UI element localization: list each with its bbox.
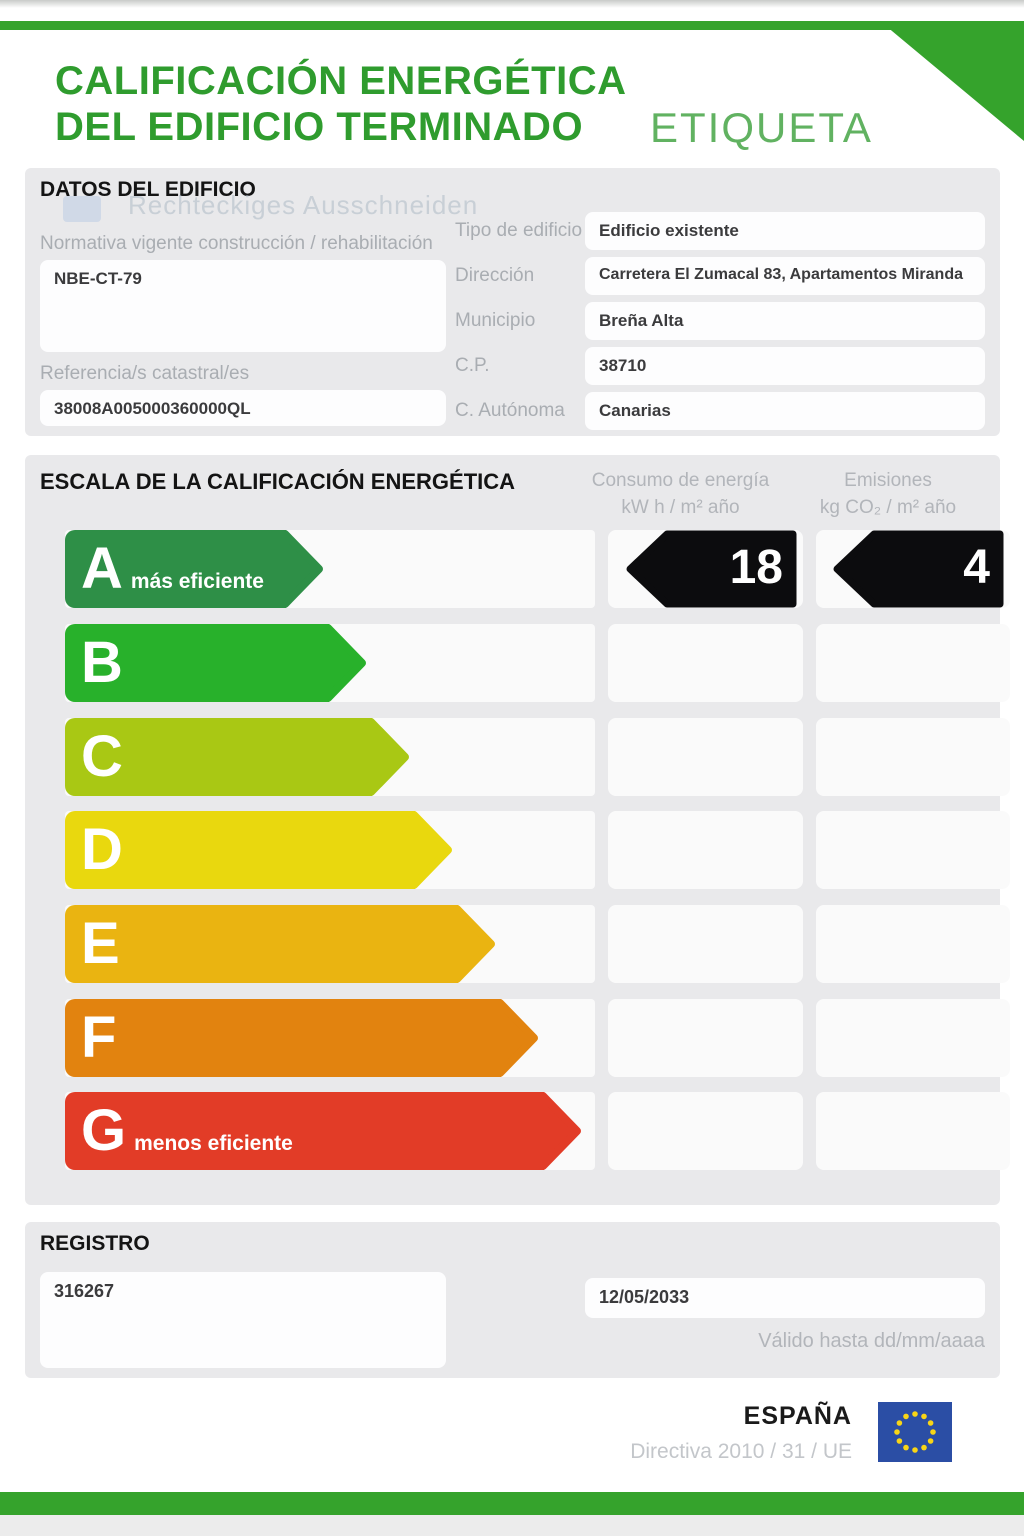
cp-field[interactable]: 38710 bbox=[585, 347, 985, 385]
emisiones-cell bbox=[816, 811, 1010, 889]
consumo-header-title: Consumo de energía bbox=[591, 470, 770, 491]
emisiones-cell bbox=[816, 718, 1010, 796]
tipo-edificio-field[interactable]: Edificio existente bbox=[585, 212, 985, 250]
energy-scale-row bbox=[65, 718, 1010, 796]
valid-until-hint: Válido hasta dd/mm/aaaa bbox=[758, 1330, 985, 1352]
consumo-cell bbox=[608, 1092, 803, 1170]
municipio-label: Municipio bbox=[455, 310, 536, 331]
emisiones-header-units: kg CO₂ / m² año bbox=[819, 497, 957, 518]
emisiones-cell bbox=[816, 624, 1010, 702]
emisiones-cell bbox=[816, 1092, 1010, 1170]
tipo-edificio-label: Tipo de edificio bbox=[455, 220, 583, 241]
consumo-value: 18 bbox=[729, 541, 783, 594]
autonoma-label: C. Autónoma bbox=[455, 400, 565, 421]
registro-number-field[interactable]: 316267 bbox=[40, 1272, 446, 1368]
top-green-line bbox=[0, 21, 1024, 30]
consumo-cell bbox=[608, 530, 803, 608]
energy-scale-row bbox=[65, 811, 1010, 889]
emisiones-cell bbox=[816, 530, 1010, 608]
bottom-green-bar bbox=[0, 1492, 1024, 1515]
energy-scale-panel bbox=[25, 455, 1000, 1205]
emisiones-cell bbox=[816, 905, 1010, 983]
consumo-header bbox=[583, 467, 778, 521]
rating-letter-arrow bbox=[65, 718, 411, 796]
consumo-header-units: kW h / m² año bbox=[621, 497, 740, 518]
arrow-tip-icon bbox=[543, 1092, 583, 1170]
consumo-cell bbox=[608, 624, 803, 702]
rating-note: menos eficiente bbox=[134, 1132, 293, 1155]
page-title-line1: CALIFICACIÓN ENERGÉTICA bbox=[55, 59, 627, 103]
etiqueta-label: ETIQUETA bbox=[650, 104, 873, 151]
energy-scale-row bbox=[65, 530, 1010, 608]
normativa-field[interactable]: NBE-CT-79 bbox=[40, 260, 446, 352]
registro-panel bbox=[25, 1222, 1000, 1378]
building-data-title: DATOS DEL EDIFICIO bbox=[40, 178, 256, 201]
rating-letter: C bbox=[81, 724, 123, 789]
cp-label: C.P. bbox=[455, 355, 490, 376]
referencia-field[interactable]: 38008A005000360000QL bbox=[40, 390, 446, 426]
rating-letter: G bbox=[81, 1098, 127, 1163]
arrow-tip-icon bbox=[414, 811, 454, 889]
arrow-tip-icon bbox=[457, 905, 497, 983]
emisiones-header bbox=[791, 467, 985, 521]
directive-label: Directiva 2010 / 31 / UE bbox=[630, 1440, 852, 1463]
rating-letter-arrow bbox=[65, 530, 325, 608]
consumo-cell bbox=[608, 999, 803, 1077]
emisiones-header-title: Emisiones bbox=[844, 470, 932, 491]
emisiones-cell bbox=[816, 999, 1010, 1077]
top-shadow bbox=[0, 0, 1024, 8]
page-title bbox=[55, 58, 627, 150]
rating-letter-arrow bbox=[65, 905, 497, 983]
arrow-tip-icon bbox=[285, 530, 325, 608]
rating-letter: B bbox=[81, 630, 123, 695]
consumo-cell bbox=[608, 718, 803, 796]
snip-tool-watermark: Rechteckiges Ausschneiden bbox=[128, 190, 479, 220]
consumo-value-arrow bbox=[625, 530, 797, 608]
registro-title: REGISTRO bbox=[40, 1232, 150, 1255]
bottom-footer-strip bbox=[0, 1515, 1024, 1536]
energy-scale-row bbox=[65, 1092, 1010, 1170]
emisiones-value: 4 bbox=[963, 541, 990, 594]
consumo-cell bbox=[608, 905, 803, 983]
rating-letter-arrow bbox=[65, 1092, 583, 1170]
rating-letter: D bbox=[81, 817, 123, 882]
municipio-field[interactable]: Breña Alta bbox=[585, 302, 985, 340]
direccion-field[interactable]: Carretera El Zumacal 83, Apartamentos Miranda bbox=[585, 257, 985, 295]
country-label: ESPAÑA bbox=[743, 1402, 852, 1430]
energy-scale-row bbox=[65, 999, 1010, 1077]
consumo-cell bbox=[608, 811, 803, 889]
scale-title: ESCALA DE LA CALIFICACIÓN ENERGÉTICA bbox=[40, 469, 516, 494]
energy-scale-row bbox=[65, 905, 1010, 983]
autonoma-field[interactable]: Canarias bbox=[585, 392, 985, 430]
arrow-tip-icon bbox=[371, 718, 411, 796]
rating-letter-arrow bbox=[65, 999, 540, 1077]
referencia-label: Referencia/s catastral/es bbox=[40, 363, 250, 384]
rating-letter: E bbox=[81, 911, 120, 976]
energy-scale-row bbox=[65, 624, 1010, 702]
arrow-tip-icon bbox=[500, 999, 540, 1077]
rating-letter: A bbox=[81, 536, 123, 601]
rating-letter-arrow bbox=[65, 811, 454, 889]
page-title-line2: DEL EDIFICIO TERMINADO bbox=[55, 105, 584, 149]
valid-until-field[interactable]: 12/05/2033 bbox=[585, 1278, 985, 1318]
direccion-label: Dirección bbox=[455, 265, 535, 286]
building-data-panel bbox=[25, 168, 1000, 436]
corner-triangle bbox=[880, 21, 1024, 141]
normativa-label: Normativa vigente construcción / rehabilitación bbox=[40, 233, 433, 254]
snip-tool-icon bbox=[63, 196, 101, 222]
rating-letter-arrow bbox=[65, 624, 368, 702]
eu-flag-icon bbox=[878, 1402, 952, 1462]
emisiones-value-arrow bbox=[832, 530, 1004, 608]
rating-letter: F bbox=[81, 1005, 117, 1070]
arrow-tip-icon bbox=[328, 624, 368, 702]
rating-note: más eficiente bbox=[130, 570, 264, 593]
